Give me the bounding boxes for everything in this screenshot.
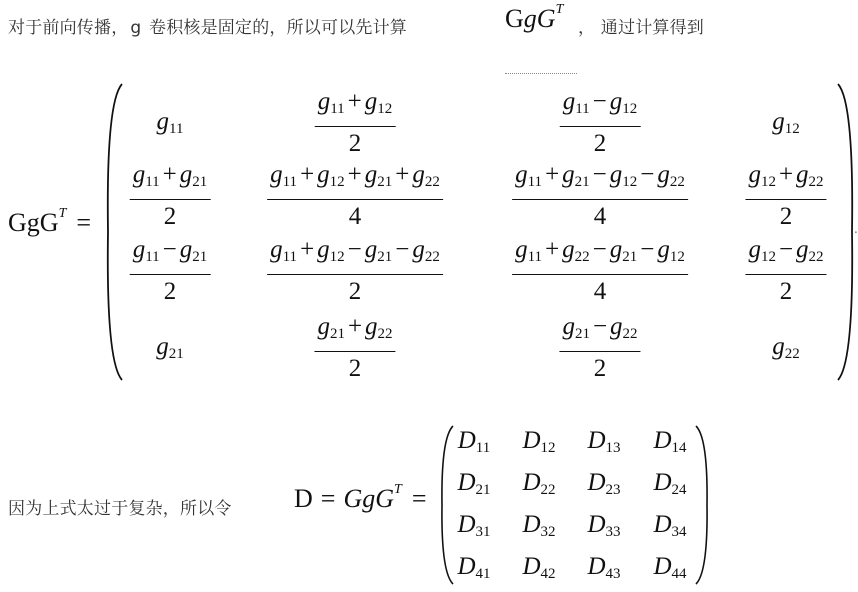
- math-var: g: [132, 236, 146, 263]
- math-operator: −: [592, 88, 607, 115]
- d-symbol: D: [522, 511, 541, 538]
- d-subscript: 33: [605, 524, 621, 540]
- math-subscript: 11: [145, 174, 160, 190]
- math-subscript: 21: [622, 249, 638, 265]
- d-subscript: 44: [671, 566, 687, 582]
- right-paren-d: [694, 424, 708, 586]
- math-operator: −: [395, 236, 410, 263]
- intro-math-ggt: GgG$^T$: [505, 2, 564, 33]
- math-operator: −: [592, 161, 607, 188]
- d-cell-12: [522, 427, 555, 457]
- d-cell-23: [587, 469, 620, 499]
- d-symbol: D: [522, 553, 541, 580]
- fraction-denominator: 4: [593, 203, 607, 230]
- math-var: g: [609, 236, 623, 263]
- math-var: g: [317, 88, 331, 115]
- fraction: [267, 235, 443, 307]
- trailing-mark: .: [854, 222, 858, 236]
- math-operator: +: [300, 161, 315, 188]
- d-cell-14: [653, 427, 686, 457]
- math-subscript: 22: [808, 174, 824, 190]
- left-paren-d: [441, 424, 455, 586]
- fraction-numerator: [559, 312, 640, 352]
- math-var: g: [364, 88, 378, 115]
- d-cell-21: [457, 469, 490, 499]
- math-subscript: 22: [424, 249, 440, 265]
- d-symbol: D: [457, 553, 476, 580]
- d-symbol: D: [457, 469, 476, 496]
- fraction-denominator: 2: [593, 355, 607, 382]
- math-subscript: 21: [192, 174, 208, 190]
- math-subscript: 12: [377, 101, 393, 117]
- math-subscript: 21: [574, 174, 590, 190]
- fraction: [512, 160, 688, 232]
- math-var: g: [515, 161, 528, 188]
- fraction-denominator: 2: [348, 130, 362, 157]
- matrix-cell-1-4: [772, 108, 800, 138]
- math-var: g: [657, 236, 670, 263]
- fraction-numerator: [512, 160, 688, 200]
- math-var: g: [562, 88, 576, 115]
- math-operator: −: [592, 313, 608, 340]
- math-var: g: [515, 236, 528, 263]
- math-subscript: 21: [329, 326, 345, 342]
- math-var: g: [412, 236, 425, 263]
- matrix-label: GgG$^T$ =: [8, 206, 92, 237]
- d-cell-22: [522, 469, 555, 499]
- math-subscript: 22: [424, 174, 440, 190]
- math-var: g: [364, 161, 378, 188]
- math-subscript: 12: [622, 101, 638, 117]
- fraction-numerator: [745, 235, 826, 275]
- math-operator: +: [778, 161, 794, 188]
- math-var: g: [317, 161, 330, 188]
- d-symbol: D: [587, 427, 606, 454]
- math-var: g: [772, 333, 785, 360]
- fraction-denominator: 4: [348, 203, 362, 230]
- fraction-numerator: [512, 235, 688, 275]
- math-var: g: [562, 313, 575, 340]
- math-var: g: [132, 161, 146, 188]
- math-var: g: [748, 236, 761, 263]
- d-cell-31: [457, 511, 490, 541]
- fraction-denominator: 2: [593, 130, 607, 157]
- fraction: [315, 87, 396, 159]
- math-subscript: 21: [377, 249, 393, 265]
- math-subscript: 11: [527, 174, 543, 190]
- math-var: g: [270, 236, 283, 263]
- math-var: g: [365, 313, 378, 340]
- single-term: [156, 333, 184, 360]
- fraction-denominator: 2: [348, 355, 362, 382]
- d-subscript: 43: [605, 566, 621, 582]
- fraction-numerator: [314, 312, 395, 352]
- matrix-cell-3-4: [745, 235, 826, 307]
- fraction-denominator: 2: [779, 203, 793, 230]
- math-subscript: 11: [282, 174, 298, 190]
- intro-line: [8, 13, 407, 38]
- fraction: [130, 160, 211, 232]
- d-symbol: D: [457, 511, 476, 538]
- math-var: g: [562, 161, 575, 188]
- math-operator: +: [300, 236, 315, 263]
- fraction-numerator: [130, 160, 211, 200]
- d-symbol: D: [653, 427, 672, 454]
- math-var: g: [156, 108, 170, 135]
- math-operator: +: [347, 161, 362, 188]
- math-subscript: 12: [329, 174, 345, 190]
- math-subscript: 22: [377, 326, 393, 342]
- fraction: [267, 160, 443, 232]
- d-symbol: D: [522, 469, 541, 496]
- math-subscript: 21: [192, 249, 208, 265]
- math-var: g: [609, 88, 623, 115]
- math-subscript: 22: [784, 346, 800, 362]
- math-subscript: 11: [145, 249, 160, 265]
- fraction-numerator: [315, 87, 396, 127]
- intro-prefix: 对于前向传播，: [8, 18, 129, 38]
- matrix-cell-1-1: [157, 108, 184, 138]
- d-subscript: 23: [605, 482, 621, 498]
- matrix-cell-3-2: [267, 235, 443, 307]
- fraction: [745, 235, 826, 307]
- left-paren-big: [106, 82, 126, 382]
- second-math: D = GgG$^T$ =: [294, 482, 427, 513]
- math-operator: +: [162, 161, 177, 188]
- math-operator: −: [347, 236, 362, 263]
- matrix-cell-2-2: [267, 160, 443, 232]
- fraction: [745, 160, 826, 232]
- math-subscript: 12: [622, 174, 638, 190]
- d-subscript: 22: [540, 482, 556, 498]
- matrix-cell-3-3: [512, 235, 688, 307]
- math-var: g: [156, 333, 169, 360]
- d-subscript: 41: [475, 566, 491, 582]
- d-symbol: D: [587, 553, 606, 580]
- math-subscript: 21: [168, 346, 184, 362]
- d-cell-32: [522, 511, 555, 541]
- dotted-underline: [505, 73, 577, 74]
- d-subscript: 14: [671, 440, 687, 456]
- d-subscript: 12: [540, 440, 556, 456]
- math-subscript: 12: [669, 249, 685, 265]
- math-subscript: 12: [760, 174, 776, 190]
- d-cell-24: [653, 469, 686, 499]
- math-subscript: 22: [622, 326, 638, 342]
- d-symbol: D: [587, 469, 606, 496]
- math-operator: +: [347, 88, 362, 115]
- math-var: g: [562, 236, 575, 263]
- d-symbol: D: [522, 427, 541, 454]
- d-subscript: 32: [540, 524, 556, 540]
- matrix-cell-4-4: [772, 333, 800, 363]
- intro-g: g: [130, 18, 142, 38]
- math-var: g: [317, 236, 330, 263]
- fraction-numerator: [267, 235, 443, 275]
- d-symbol: D: [653, 553, 672, 580]
- fraction-numerator: [267, 160, 443, 200]
- d-symbol: D: [653, 511, 672, 538]
- math-subscript: 11: [527, 249, 543, 265]
- math-var: g: [610, 313, 623, 340]
- math-var: g: [609, 161, 623, 188]
- matrix-cell-2-1: [130, 160, 211, 232]
- math-operator: +: [347, 313, 363, 340]
- d-cell-34: [653, 511, 686, 541]
- math-var: g: [796, 236, 809, 263]
- math-subscript: 22: [574, 249, 590, 265]
- d-symbol: D: [653, 469, 672, 496]
- fraction: [314, 312, 395, 384]
- math-operator: −: [640, 161, 655, 188]
- d-cell-11: [458, 427, 491, 457]
- second-prefix: 因为上式太过于复杂，所以令: [8, 499, 232, 519]
- math-var: g: [364, 236, 378, 263]
- d-cell-44: [653, 553, 686, 583]
- fraction-numerator: [130, 235, 211, 275]
- fraction-denominator: 4: [593, 278, 607, 305]
- fraction-numerator: [745, 160, 826, 200]
- math-var: g: [748, 161, 761, 188]
- math-subscript: 22: [808, 249, 824, 265]
- intro-suffix: ， 通过计算得到: [578, 18, 705, 38]
- math-subscript: 12: [329, 249, 345, 265]
- fraction: [560, 87, 641, 159]
- math-operator: −: [640, 236, 655, 263]
- math-var: g: [796, 161, 809, 188]
- d-cell-13: [587, 427, 620, 457]
- d-subscript: 13: [605, 440, 621, 456]
- matrix-cell-1-3: [560, 87, 641, 159]
- intro-mid: 卷积核是固定的，所以可以先计算: [143, 18, 408, 38]
- d-subscript: 34: [671, 524, 687, 540]
- math-var: g: [412, 161, 425, 188]
- math-var: g: [179, 161, 193, 188]
- d-cell-42: [522, 553, 555, 583]
- matrix-cell-4-3: [559, 312, 640, 384]
- d-subscript: 31: [475, 524, 491, 540]
- math-subscript: 22: [669, 174, 685, 190]
- math-subscript: 11: [282, 249, 298, 265]
- matrix-cell-2-3: [512, 160, 688, 232]
- fraction-denominator: 2: [163, 278, 177, 305]
- math-subscript: 11: [169, 121, 184, 137]
- matrix-cell-3-1: [130, 235, 211, 307]
- d-subscript: 24: [671, 482, 687, 498]
- math-var: g: [317, 313, 330, 340]
- math-operator: +: [545, 161, 560, 188]
- math-subscript: 21: [574, 326, 590, 342]
- fraction: [559, 312, 640, 384]
- math-subscript: 11: [330, 101, 345, 117]
- fraction-denominator: 2: [779, 278, 793, 305]
- single-term: [772, 108, 800, 135]
- math-operator: −: [592, 236, 607, 263]
- d-cell-41: [457, 553, 490, 583]
- fraction: [512, 235, 688, 307]
- math-var: g: [657, 161, 670, 188]
- right-paren-big: [834, 82, 854, 382]
- fraction: [130, 235, 211, 307]
- single-term: [772, 333, 800, 360]
- matrix-cell-1-2: [315, 87, 396, 159]
- math-subscript: 12: [760, 249, 776, 265]
- d-subscript: 21: [475, 482, 491, 498]
- single-term: [157, 108, 184, 135]
- d-symbol: D: [587, 511, 606, 538]
- d-subscript: 42: [540, 566, 556, 582]
- math-var: g: [270, 161, 283, 188]
- matrix-cell-2-4: [745, 160, 826, 232]
- fraction-denominator: 2: [163, 203, 177, 230]
- matrix-cell-4-2: [314, 312, 395, 384]
- math-subscript: 11: [575, 101, 590, 117]
- matrix-cell-4-1: [156, 333, 184, 363]
- d-cell-33: [587, 511, 620, 541]
- math-operator: −: [162, 236, 177, 263]
- fraction-numerator: [560, 87, 641, 127]
- math-operator: −: [778, 236, 794, 263]
- math-operator: +: [545, 236, 560, 263]
- math-subscript: 21: [377, 174, 393, 190]
- d-symbol: D: [457, 427, 476, 454]
- math-subscript: 12: [784, 121, 800, 137]
- math-var: g: [179, 236, 193, 263]
- math-operator: +: [395, 161, 410, 188]
- fraction-denominator: 2: [348, 278, 362, 305]
- math-var: g: [772, 108, 785, 135]
- d-cell-43: [587, 553, 620, 583]
- d-subscript: 11: [475, 440, 491, 456]
